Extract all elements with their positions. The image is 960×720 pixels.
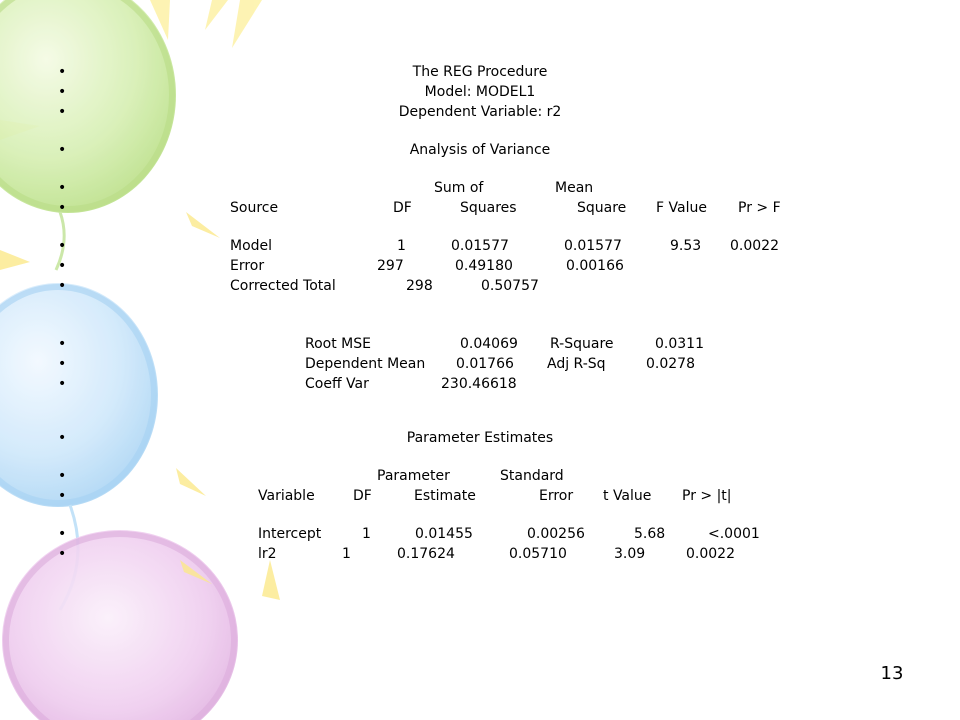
bullet: • xyxy=(58,488,67,504)
fit-row xyxy=(0,334,960,354)
model-label: Model: MODEL1 xyxy=(424,84,536,100)
cell-df: 1 xyxy=(397,238,406,254)
dependent-variable-label: Dependent Variable: r2 xyxy=(398,104,562,120)
col-pr-f: Pr > F xyxy=(738,200,781,216)
col-t-value: t Value xyxy=(603,488,652,504)
cell-t: 5.68 xyxy=(634,526,666,542)
fit-label: Root MSE xyxy=(305,336,371,352)
bullet: • xyxy=(58,336,67,352)
text-line xyxy=(0,62,960,82)
bullet: • xyxy=(58,430,67,446)
cell-p: 0.0022 xyxy=(686,546,735,562)
col-standard: Standard xyxy=(500,468,564,484)
cell-ss: 0.01577 xyxy=(451,238,509,254)
fit-value-2: 0.0278 xyxy=(646,356,695,372)
bullet: • xyxy=(58,142,67,158)
fit-row xyxy=(0,354,960,374)
params-title: Parameter Estimates xyxy=(406,430,554,446)
cell-se: 0.05710 xyxy=(509,546,567,562)
bullet: • xyxy=(58,200,67,216)
cell-source: Corrected Total xyxy=(230,278,336,294)
cell-df: 297 xyxy=(377,258,404,274)
col-df: DF xyxy=(353,488,372,504)
anova-title: Analysis of Variance xyxy=(409,142,551,158)
col-squares: Squares xyxy=(460,200,517,216)
cell-ss: 0.50757 xyxy=(481,278,539,294)
col-f-value: F Value xyxy=(656,200,707,216)
cell-estimate: 0.17624 xyxy=(397,546,455,562)
cell-p: <.0001 xyxy=(708,526,760,542)
col-variable: Variable xyxy=(258,488,315,504)
col-estimate: Estimate xyxy=(414,488,476,504)
cell-df: 1 xyxy=(342,546,351,562)
fit-label: Dependent Mean xyxy=(305,356,426,372)
cell-df: 298 xyxy=(406,278,433,294)
bullet: • xyxy=(58,356,67,372)
bullet: • xyxy=(58,376,67,392)
cell-estimate: 0.01455 xyxy=(415,526,473,542)
fit-value: 0.01766 xyxy=(456,356,514,372)
bullet: • xyxy=(58,84,67,100)
fit-value-2: 0.0311 xyxy=(655,336,704,352)
text-line xyxy=(0,82,960,102)
anova-row xyxy=(0,256,960,276)
params-header-row-2 xyxy=(0,486,960,506)
col-error: Error xyxy=(539,488,574,504)
cell-p: 0.0022 xyxy=(730,238,779,254)
bullet: • xyxy=(58,468,67,484)
cell-ms: 0.00166 xyxy=(566,258,624,274)
green-balloon xyxy=(0,0,176,270)
cell-t: 3.09 xyxy=(614,546,646,562)
cell-ms: 0.01577 xyxy=(564,238,622,254)
text-line xyxy=(0,428,960,448)
cell-ss: 0.49180 xyxy=(455,258,513,274)
text-line xyxy=(0,102,960,122)
fit-label-2: R-Square xyxy=(550,336,614,352)
fit-value: 0.04069 xyxy=(460,336,518,352)
bullet: • xyxy=(58,64,67,80)
bullet: • xyxy=(58,526,67,542)
cell-df: 1 xyxy=(362,526,371,542)
fit-row xyxy=(0,374,960,394)
cell-variable: lr2 xyxy=(258,546,277,562)
col-source: Source xyxy=(230,200,279,216)
bullet: • xyxy=(58,180,67,196)
bullet: • xyxy=(58,258,67,274)
bullet: • xyxy=(58,546,67,562)
col-square: Square xyxy=(577,200,627,216)
cell-se: 0.00256 xyxy=(527,526,585,542)
col-sum-of: Sum of xyxy=(434,180,484,196)
anova-header-row-1 xyxy=(0,178,960,198)
cell-f: 9.53 xyxy=(670,238,702,254)
col-parameter: Parameter xyxy=(377,468,450,484)
bullet: • xyxy=(58,104,67,120)
params-row xyxy=(0,544,960,564)
slide-number: 13 xyxy=(880,663,904,684)
cell-variable: Intercept xyxy=(258,526,322,542)
params-header-row-1 xyxy=(0,466,960,486)
params-row xyxy=(0,524,960,544)
cell-source: Model xyxy=(230,238,273,254)
bullet: • xyxy=(58,238,67,254)
col-df: DF xyxy=(393,200,412,216)
procedure-title: The REG Procedure xyxy=(412,64,548,80)
col-pr-t: Pr > |t| xyxy=(682,488,732,504)
fit-value: 230.46618 xyxy=(441,376,517,392)
cell-source: Error xyxy=(230,258,265,274)
text-line xyxy=(0,140,960,160)
anova-row xyxy=(0,236,960,256)
fit-label-2: Adj R-Sq xyxy=(547,356,606,372)
fit-label: Coeff Var xyxy=(305,376,369,392)
anova-header-row-2 xyxy=(0,198,960,218)
anova-row xyxy=(0,276,960,296)
bullet: • xyxy=(58,278,67,294)
col-mean: Mean xyxy=(555,180,594,196)
